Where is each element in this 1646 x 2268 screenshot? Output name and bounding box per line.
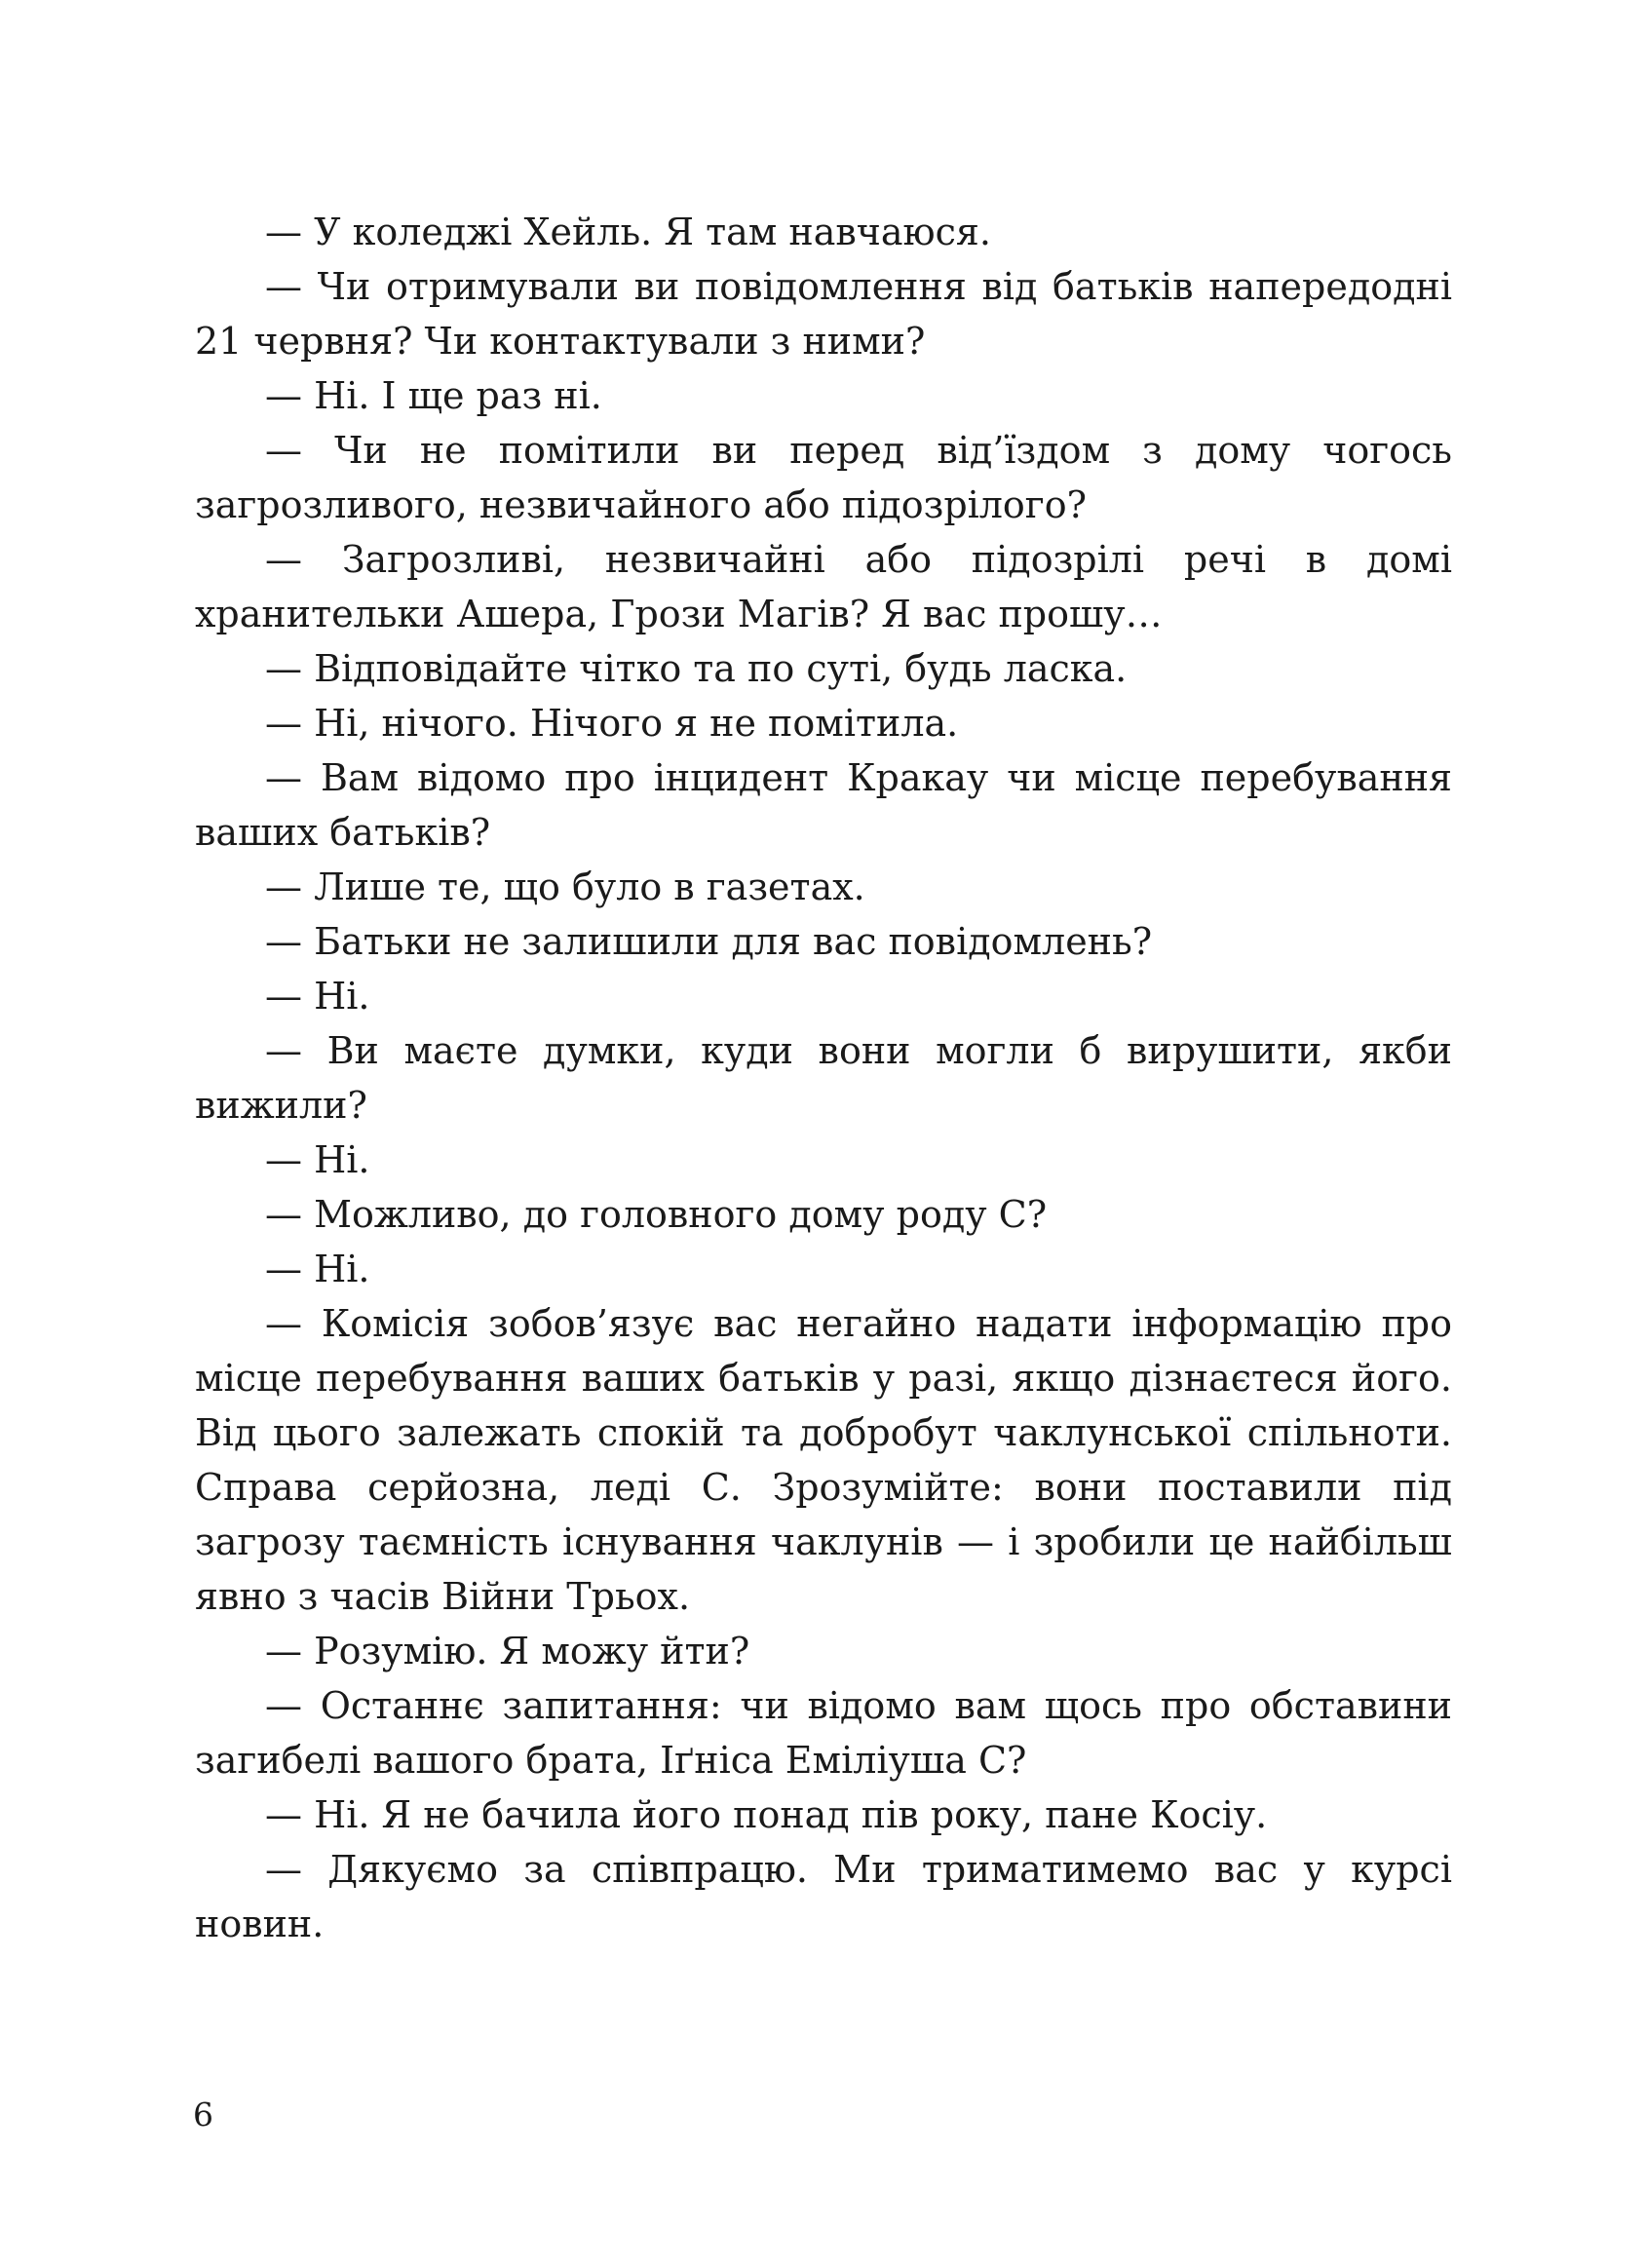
paragraph: — Ні. <box>265 975 370 1018</box>
paragraph: — Чи не помітили ви перед від’їздом з дому чогось загрозливого, незвичайного або підозрілого? <box>195 429 1452 526</box>
paragraph: — Розумію. Я можу йти? <box>265 1630 750 1672</box>
paragraph: — Ви маєте думки, куди вони могли б вирушити, якби вижили? <box>195 1029 1452 1127</box>
paragraph: — Останнє запитання: чи відомо вам щось про обставини загибелі вашого брата, Іґніса Еміліуша С? <box>195 1684 1452 1782</box>
paragraph: — У коледжі Хейль. Я там навчаюся. <box>265 211 991 253</box>
paragraph: — Ні. І ще раз ні. <box>265 374 602 417</box>
paragraph: — Чи отримували ви повідомлення від батьків напередодні 21 червня? Чи контактували з ними? <box>195 265 1452 363</box>
page-number: 6 <box>193 2095 213 2133</box>
paragraph: — Відповідайте чітко та по суті, будь ласка. <box>265 647 1128 690</box>
paragraph: — Можливо, до головного дому роду С? <box>265 1193 1048 1236</box>
dialogue-text <box>195 205 1452 1951</box>
paragraph: — Батьки не залишили для вас повідомлень? <box>265 920 1153 963</box>
paragraph: — Ні, нічого. Нічого я не помітила. <box>265 702 959 745</box>
paragraph: — Ні. <box>265 1138 370 1181</box>
paragraph: — Ні. Я не бачила його понад пів року, пане Косіу. <box>265 1793 1268 1836</box>
paragraph: — Ні. <box>265 1248 370 1290</box>
paragraph: — Загрозливі, незвичайні або підозрілі речі в домі хранительки Ашера, Грози Магів? Я вас прошу… <box>195 538 1452 635</box>
paragraph: — Лише те, що було в газетах. <box>265 865 865 908</box>
paragraph: — Вам відомо про інцидент Кракау чи місце перебування ваших батьків? <box>195 756 1452 854</box>
paragraph: — Комісія зобов’язує вас негайно надати інформацію про місце перебування ваших батьків у разі, якщо дізнаєтеся його. Від цього залежать спокій та добробут чаклунської спільноти. Справа серйозна, леді С. Зрозумійте: вони поставили під загрозу таємність існування чаклунів — і зробили це найбільш явно з часів Війни Трьох. <box>195 1302 1452 1618</box>
paragraph: — Дякуємо за співпрацю. Ми триматимемо вас у курсі новин. <box>195 1848 1452 1945</box>
